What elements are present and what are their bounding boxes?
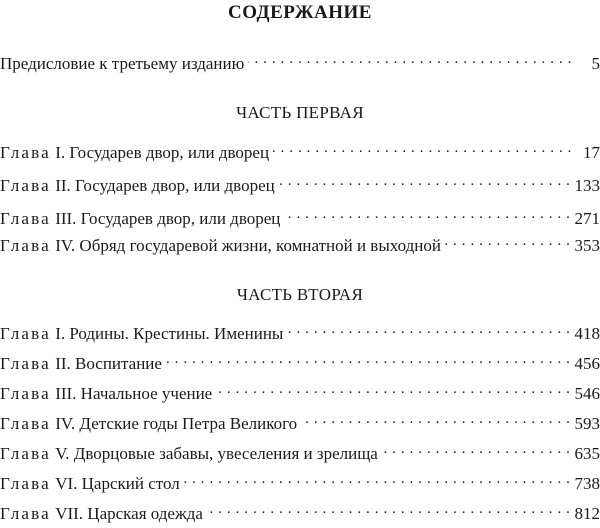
chapter-title: I. Родины. Крестины. Именины bbox=[55, 324, 284, 343]
chapter-prefix: Глава bbox=[0, 354, 51, 373]
toc-entry-label bbox=[0, 176, 275, 196]
chapter-prefix: Глава bbox=[0, 209, 51, 228]
toc-page-number: 5 bbox=[591, 54, 600, 73]
toc-entry[interactable] bbox=[0, 173, 600, 195]
dot-leader bbox=[287, 321, 570, 339]
dot-leader bbox=[207, 501, 571, 519]
chapter-prefix: Глава bbox=[0, 414, 51, 433]
toc-entry[interactable] bbox=[0, 471, 600, 493]
chapter-title: III. Начальное учение bbox=[55, 384, 213, 403]
chapter-prefix: Глава bbox=[0, 176, 51, 195]
toc-entry[interactable] bbox=[0, 233, 600, 255]
chapter-title: V. Дворцовые забавы, увеселения и зрелища bbox=[55, 444, 378, 463]
toc-page-number: 456 bbox=[574, 354, 600, 373]
toc-entry-label bbox=[0, 354, 162, 374]
toc-entry-label: Предисловие к третьему изданию bbox=[0, 54, 245, 73]
dot-leader bbox=[284, 206, 570, 224]
chapter-prefix: Глава bbox=[0, 444, 51, 463]
toc-entry-label bbox=[0, 504, 203, 524]
chapter-title: III. Государев двор, или дворец bbox=[55, 209, 281, 228]
toc-entry-label bbox=[0, 474, 180, 494]
dot-leader bbox=[273, 140, 572, 158]
toc-entry[interactable] bbox=[0, 441, 600, 463]
dot-leader bbox=[279, 173, 571, 191]
chapter-title: II. Воспитание bbox=[55, 354, 162, 373]
toc-page-number: 133 bbox=[574, 176, 600, 195]
chapter-prefix: Глава bbox=[0, 504, 51, 523]
toc-page-number: 635 bbox=[574, 444, 600, 463]
toc-entry-label bbox=[0, 414, 297, 434]
page-title: СОДЕРЖАНИЕ bbox=[228, 2, 372, 23]
dot-leader bbox=[166, 351, 571, 369]
chapter-prefix: Глава bbox=[0, 143, 51, 162]
toc-entry-label bbox=[0, 209, 280, 229]
toc-entry[interactable] bbox=[0, 206, 600, 228]
toc-page-number: 593 bbox=[574, 414, 600, 433]
chapter-prefix: Глава bbox=[0, 236, 51, 255]
dot-leader bbox=[248, 51, 572, 69]
chapter-prefix: Глава bbox=[0, 474, 51, 493]
toc-entry-label bbox=[0, 324, 283, 344]
toc-entry-preface[interactable] bbox=[0, 51, 600, 73]
chapter-prefix: Глава bbox=[0, 324, 51, 343]
toc-entry-label bbox=[0, 236, 441, 256]
toc-page-number: 812 bbox=[574, 504, 600, 523]
toc-page-number: 353 bbox=[574, 236, 600, 255]
dot-leader bbox=[184, 471, 571, 489]
toc-entry[interactable] bbox=[0, 140, 600, 162]
chapter-title: IV. Обряд государевой жизни, комнатной и выходной bbox=[55, 236, 441, 255]
chapter-title: I. Государев двор, или дворец bbox=[55, 143, 270, 162]
chapter-title: VII. Царская одежда bbox=[55, 504, 203, 523]
toc-entry[interactable] bbox=[0, 411, 600, 433]
toc-entry-label bbox=[0, 444, 378, 464]
toc-page-number: 271 bbox=[574, 209, 600, 228]
part-heading: ЧАСТЬ ВТОРАЯ bbox=[236, 285, 364, 304]
toc-entry-label bbox=[0, 384, 212, 404]
toc-page-number: 546 bbox=[574, 384, 600, 403]
chapter-title: VI. Царский стол bbox=[55, 474, 180, 493]
chapter-title: IV. Детские годы Петра Великого bbox=[55, 414, 298, 433]
toc-entry[interactable] bbox=[0, 501, 600, 523]
toc-entry-label bbox=[0, 143, 269, 163]
toc-page-number: 17 bbox=[583, 143, 600, 162]
toc-page-number: 738 bbox=[574, 474, 600, 493]
toc-entry[interactable] bbox=[0, 381, 600, 403]
chapter-title: II. Государев двор, или дворец bbox=[55, 176, 275, 195]
chapter-prefix: Глава bbox=[0, 384, 51, 403]
dot-leader bbox=[216, 381, 570, 399]
part-heading: ЧАСТЬ ПЕРВАЯ bbox=[236, 103, 364, 122]
toc-entry[interactable] bbox=[0, 351, 600, 373]
dot-leader bbox=[382, 441, 571, 459]
dot-leader bbox=[301, 411, 570, 429]
toc-page-number: 418 bbox=[574, 324, 600, 343]
dot-leader bbox=[445, 233, 571, 251]
toc-entry[interactable] bbox=[0, 321, 600, 343]
